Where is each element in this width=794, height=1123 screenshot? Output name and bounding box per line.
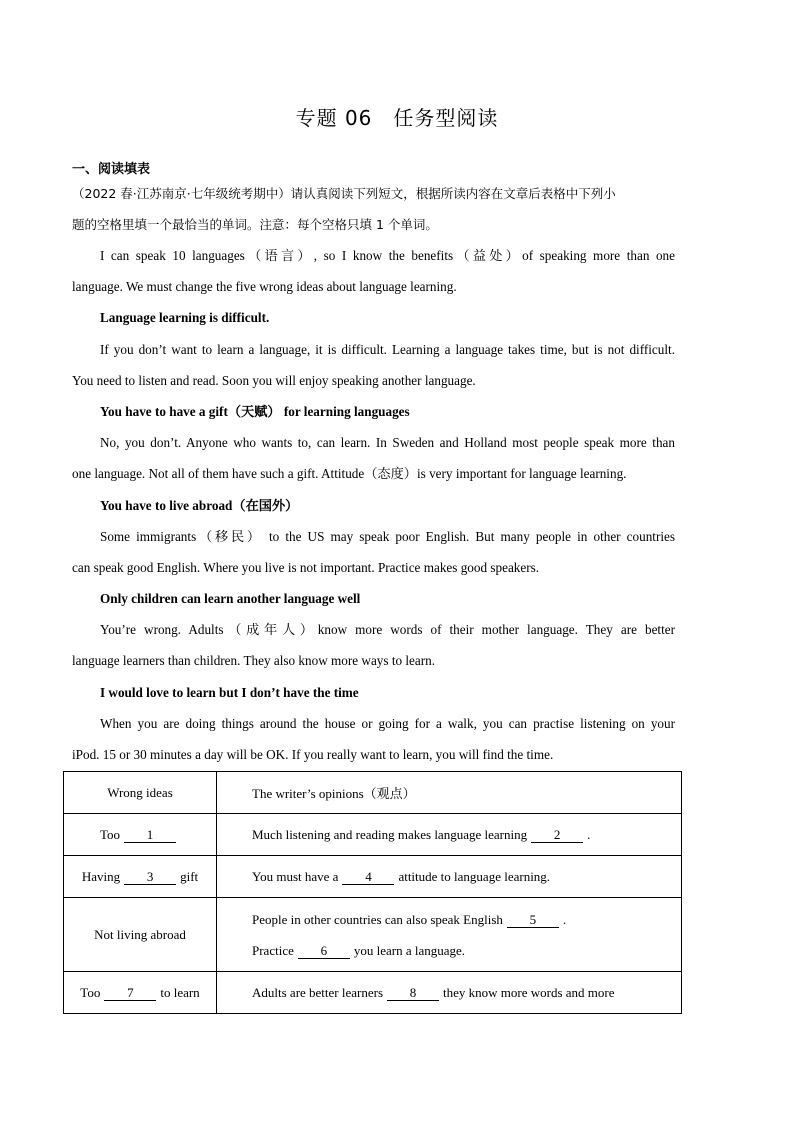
passage-line: can speak good English. Where you live is not important. Practice makes good speakers. bbox=[72, 559, 540, 575]
cell-text: Having bbox=[81, 868, 121, 884]
cell-text: they know more words and more bbox=[443, 984, 615, 1000]
header-opinions: The writer’s opinions（观点） bbox=[217, 772, 682, 814]
cell-text: gift bbox=[180, 868, 199, 884]
table-cell: Not living abroad bbox=[64, 898, 217, 972]
cell-line bbox=[252, 904, 681, 935]
intro-line-1: （2022 春·江苏南京·七年级统考期中）请认真阅读下列短文，根据所读内容在文章后表格中下列小 bbox=[72, 186, 616, 201]
blank-8[interactable]: 8 bbox=[387, 986, 439, 1001]
passage-line: one language. Not all of them have such a gift. Attitude（态度）is very important for language learning. bbox=[72, 466, 627, 482]
section-heading: 一、阅读填表 bbox=[72, 162, 151, 177]
header-wrong-ideas: Wrong ideas bbox=[64, 772, 217, 814]
cell-text: attitude to language learning. bbox=[398, 868, 551, 884]
passage-line: You need to listen and read. Soon you will enjoy speaking another language. bbox=[72, 372, 476, 388]
table-header-row bbox=[64, 772, 682, 814]
passage-heading: You have to live abroad（在国外） bbox=[100, 497, 299, 513]
cell-line bbox=[252, 935, 681, 966]
passage-heading: You have to have a gift（天赋） for learning languages bbox=[100, 403, 410, 419]
blank-5[interactable]: 5 bbox=[507, 913, 559, 928]
cell-text: . bbox=[587, 826, 591, 842]
passage-line: You’re wrong. Adults（成年人）know more words of their mother language. They are better bbox=[100, 622, 675, 638]
blank-1[interactable]: 1 bbox=[124, 828, 176, 843]
table-cell bbox=[217, 856, 682, 898]
passage-line: Some immigrants（移民） to the US may speak poor English. But many people in other countries bbox=[100, 528, 675, 544]
passage-heading: I would love to learn but I don’t have the time bbox=[100, 684, 359, 700]
table-row bbox=[64, 972, 682, 1014]
passage-line: I can speak 10 languages（语言）, so I know the benefits（益处）of speaking more than one bbox=[100, 248, 675, 263]
page-title: 专题 06 任务型阅读 bbox=[295, 106, 499, 130]
cell-text: Adults are better learners bbox=[252, 984, 384, 1000]
table-row bbox=[64, 814, 682, 856]
cell-text: People in other countries can also speak English bbox=[252, 911, 503, 927]
table-cell bbox=[64, 814, 217, 856]
cell-text: Too bbox=[80, 984, 101, 1000]
passage-line: If you don’t want to learn a language, it is difficult. Learning a language takes time, but is not difficult. bbox=[100, 341, 675, 357]
passage-line: language. We must change the five wrong ideas about language learning. bbox=[72, 279, 457, 295]
passage-heading: Only children can learn another language well bbox=[100, 591, 361, 607]
table-cell bbox=[64, 856, 217, 898]
blank-3[interactable]: 3 bbox=[124, 870, 176, 885]
table-row bbox=[64, 856, 682, 898]
cell-text: You must have a bbox=[252, 868, 339, 884]
passage bbox=[72, 240, 675, 770]
blank-6[interactable]: 6 bbox=[298, 944, 350, 959]
table-cell bbox=[217, 898, 682, 972]
blank-7[interactable]: 7 bbox=[104, 986, 156, 1001]
cell-text: you learn a language. bbox=[353, 942, 466, 958]
blank-4[interactable]: 4 bbox=[342, 870, 394, 885]
passage-heading: Language learning is difficult. bbox=[100, 310, 270, 326]
cell-text: to learn bbox=[160, 984, 200, 1000]
table-cell bbox=[217, 972, 682, 1014]
passage-line: language learners than children. They also know more ways to learn. bbox=[72, 653, 436, 669]
table-cell bbox=[217, 814, 682, 856]
cell-text: . bbox=[562, 911, 567, 927]
cell-text: Practice bbox=[252, 942, 294, 958]
passage-line: iPod. 15 or 30 minutes a day will be OK. If you really want to learn, you will find the time. bbox=[72, 747, 554, 762]
answer-table bbox=[63, 771, 682, 1014]
passage-line: No, you don’t. Anyone who wants to, can learn. In Sweden and Holland most people speak more than bbox=[100, 435, 675, 451]
table-cell bbox=[64, 972, 217, 1014]
intro bbox=[72, 178, 675, 240]
table-row bbox=[64, 898, 682, 972]
blank-2[interactable]: 2 bbox=[531, 828, 583, 843]
cell-text: Too bbox=[99, 826, 121, 842]
cell-text: Much listening and reading makes language learning bbox=[252, 826, 528, 842]
passage-line: When you are doing things around the house or going for a walk, you can practise listening on your bbox=[100, 715, 675, 731]
intro-line-2: 题的空格里填一个最恰当的单词。注意：每个空格只填 1 个单词。 bbox=[72, 217, 438, 233]
